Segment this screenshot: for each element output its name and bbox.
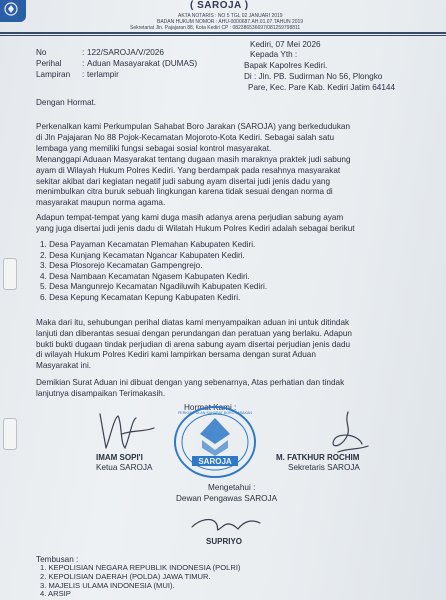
letterhead-org-short: ( SAROJA ) xyxy=(190,0,249,11)
organization-logo-icon xyxy=(0,0,26,22)
text-line: lembaga yang memiliki fungsi sebagai sosial kontrol masyarakat. xyxy=(36,143,272,153)
list-item: 3. MAJELIS ULAMA INDONESIA (MUI). xyxy=(40,580,175,590)
list-item: 2. Desa Kunjang Kecamatan Ngancar Kabupaten Kediri. xyxy=(40,250,245,260)
letterhead-legal-entity: BADAN HUKUM NOMOR : AHU-0000687.AH.01.07.TAHUN 2019 xyxy=(157,19,304,25)
text-line: Menanggapi Aduaan Masyarakat tentang dugaan masih maraknya praktek judi sabung xyxy=(36,155,351,164)
greeting: Dengan Hormat. xyxy=(36,98,97,107)
letter-subject: Aduan Masayarakat (DUMAS) xyxy=(87,59,198,68)
signature-center-icon xyxy=(186,505,266,539)
meta-colon: : xyxy=(82,48,85,57)
letterhead-rule-thin xyxy=(0,35,446,36)
signatory-left-title: Ketua SAROJA xyxy=(96,463,153,472)
signature-left-icon xyxy=(92,408,162,456)
recipient-kepada: Kepada Yth : xyxy=(250,50,298,59)
seal-text: SAROJA xyxy=(198,457,232,466)
text-line: Adapun tempat-tempat yang kami duga masih adanya arena perjudian sabung ayam xyxy=(36,213,344,222)
letter-number: 122/SAROJA/V/2026 xyxy=(87,48,164,57)
meta-colon: : xyxy=(82,70,85,79)
text-line: di Jln Pajajaran No 88 Pojok-Kecamatan Mojoroto-Kota Kediri. Sebagai salah satu xyxy=(36,132,335,142)
text-line: Maka dari itu, sehubungan perihal diatas kami menyampaikan aduan ini untuk ditindak xyxy=(36,318,350,327)
text-line: Masyarakat ini. xyxy=(36,361,92,371)
list-item: 4. Desa Nambaan Kecamatan Ngasem Kabupaten Kediri. xyxy=(40,271,250,281)
text-line: Demikian Surat Aduan ini dibuat dengan yang sebenarnya, Atas perhatian dan tindak xyxy=(36,378,345,387)
paragraph-request xyxy=(36,318,432,372)
list-item: 5. Desa Mangunrejo Kecamatan Ngadiluwih Kabupaten Kediri. xyxy=(40,282,268,291)
letterhead-address: Sekretariat Jln. Pajajaran 88, Kota Kediri CP : 082386536697/081259798811 xyxy=(130,25,301,31)
signatory-center-name: SUPRIYO xyxy=(206,537,243,546)
hormat-kami: Hormat Kami : xyxy=(184,403,237,412)
signatory-left-name: IMAM SOPI'I xyxy=(96,453,143,462)
text-line: Perkenalkan kami Perkumpulan Sahabat Boro Jarakan (SAROJA) yang berkedudukan xyxy=(36,122,351,131)
list-item: 3. Desa Plosorejo Kecamatan Gampengrejo. xyxy=(40,261,203,270)
locations-list xyxy=(40,240,267,303)
letter-date: Kediri, 07 Mei 2026 xyxy=(250,40,321,49)
text-line: lanjutnya disampaikan Terimakasih. xyxy=(36,388,166,398)
tembusan-label: Tembusan : xyxy=(36,555,79,564)
list-item: 2. KEPOLISIAN DAERAH (POLDA) JAWA TIMUR. xyxy=(40,571,211,581)
binder-clip-top xyxy=(3,258,17,290)
signatory-right-name: M. FATKHUR ROCHIM xyxy=(276,453,360,462)
paragraph-locations-intro xyxy=(36,213,432,235)
text-line: yang juga disertai judi jenis dadu di Wilatah Hukum Polres Kediri adalah sebagai berikut xyxy=(36,223,355,233)
meta-no-label: No xyxy=(36,48,47,57)
recipient-address-2: Pare, Kec. Pare Kab. Kediri Jatim 64144 xyxy=(248,83,395,92)
text-line: di wilayah Hukum Polres Kediri kami lampirkan bersama dengan surat Aduan xyxy=(36,350,316,360)
signatory-right-title: Sekretaris SAROJA xyxy=(288,463,360,472)
dewan-pengawas: Dewan Pengawas SAROJA xyxy=(176,494,278,503)
signature-right-icon xyxy=(318,408,378,458)
letterhead-notary: AKTA NOTARIS : NO 5 TGL 02 JANUARI 2019 xyxy=(178,13,283,19)
paragraph-introduction xyxy=(36,122,432,154)
paragraph-complaint xyxy=(36,155,432,209)
text-line: masyarakat maupun norma agama. xyxy=(36,198,166,208)
text-line: sekitar akibat dari kegiatan negatif judi sabung ayam disertai judi jenis dadu yang xyxy=(36,176,331,186)
meta-colon: : xyxy=(82,59,85,68)
meta-perihal-label: Perihal xyxy=(36,59,62,68)
text-line: bukti bukti dugaan tindak perjudian di arena sabung ayam disertai perjudian jenis dadu xyxy=(36,339,351,349)
list-item: 1. Desa Payaman Kecamatan Plemahan Kabupaten Kediri. xyxy=(40,240,256,249)
binder-clip-bottom xyxy=(3,418,17,450)
meta-lampiran-label: Lampiran xyxy=(36,70,71,79)
list-item: 4. ARSIP xyxy=(40,589,71,599)
recipient-address-1: Di : Jln. PB. Sudirman No 56, Plongko xyxy=(244,72,383,81)
organization-seal-icon xyxy=(172,404,258,480)
text-line: lanjuti dan diberantas sesuai dengan perundangan dan peratuan yang berlaku. Adapun xyxy=(36,328,352,338)
letter-attachment: terlampir xyxy=(87,70,119,79)
seal-ring-text: PERKUMPULAN SAHABAT BORO JARAKAN xyxy=(178,411,252,415)
text-line: ayam di Wilayah Hukum Polres Kediri. Yang berdampak pada resahnya masyarakat xyxy=(36,165,341,175)
paragraph-closing xyxy=(36,378,432,400)
recipient-name: Bapak Kapolres Kediri. xyxy=(244,61,328,70)
letterhead-rule xyxy=(0,32,446,34)
tembusan-list xyxy=(40,564,240,599)
mengetahui: Mengetahui : xyxy=(208,483,256,492)
list-item: 1. KEPOLISIAN NEGARA REPUBLIK INDONESIA (POLRI) xyxy=(40,563,241,572)
text-line: menimbulkan citra buruk sebuah lingkungan karena tidak sesuai dengan norma di xyxy=(36,187,333,197)
list-item: 6. Desa Kepung Kecamatan Kepung Kabupaten Kediri. xyxy=(40,292,241,302)
